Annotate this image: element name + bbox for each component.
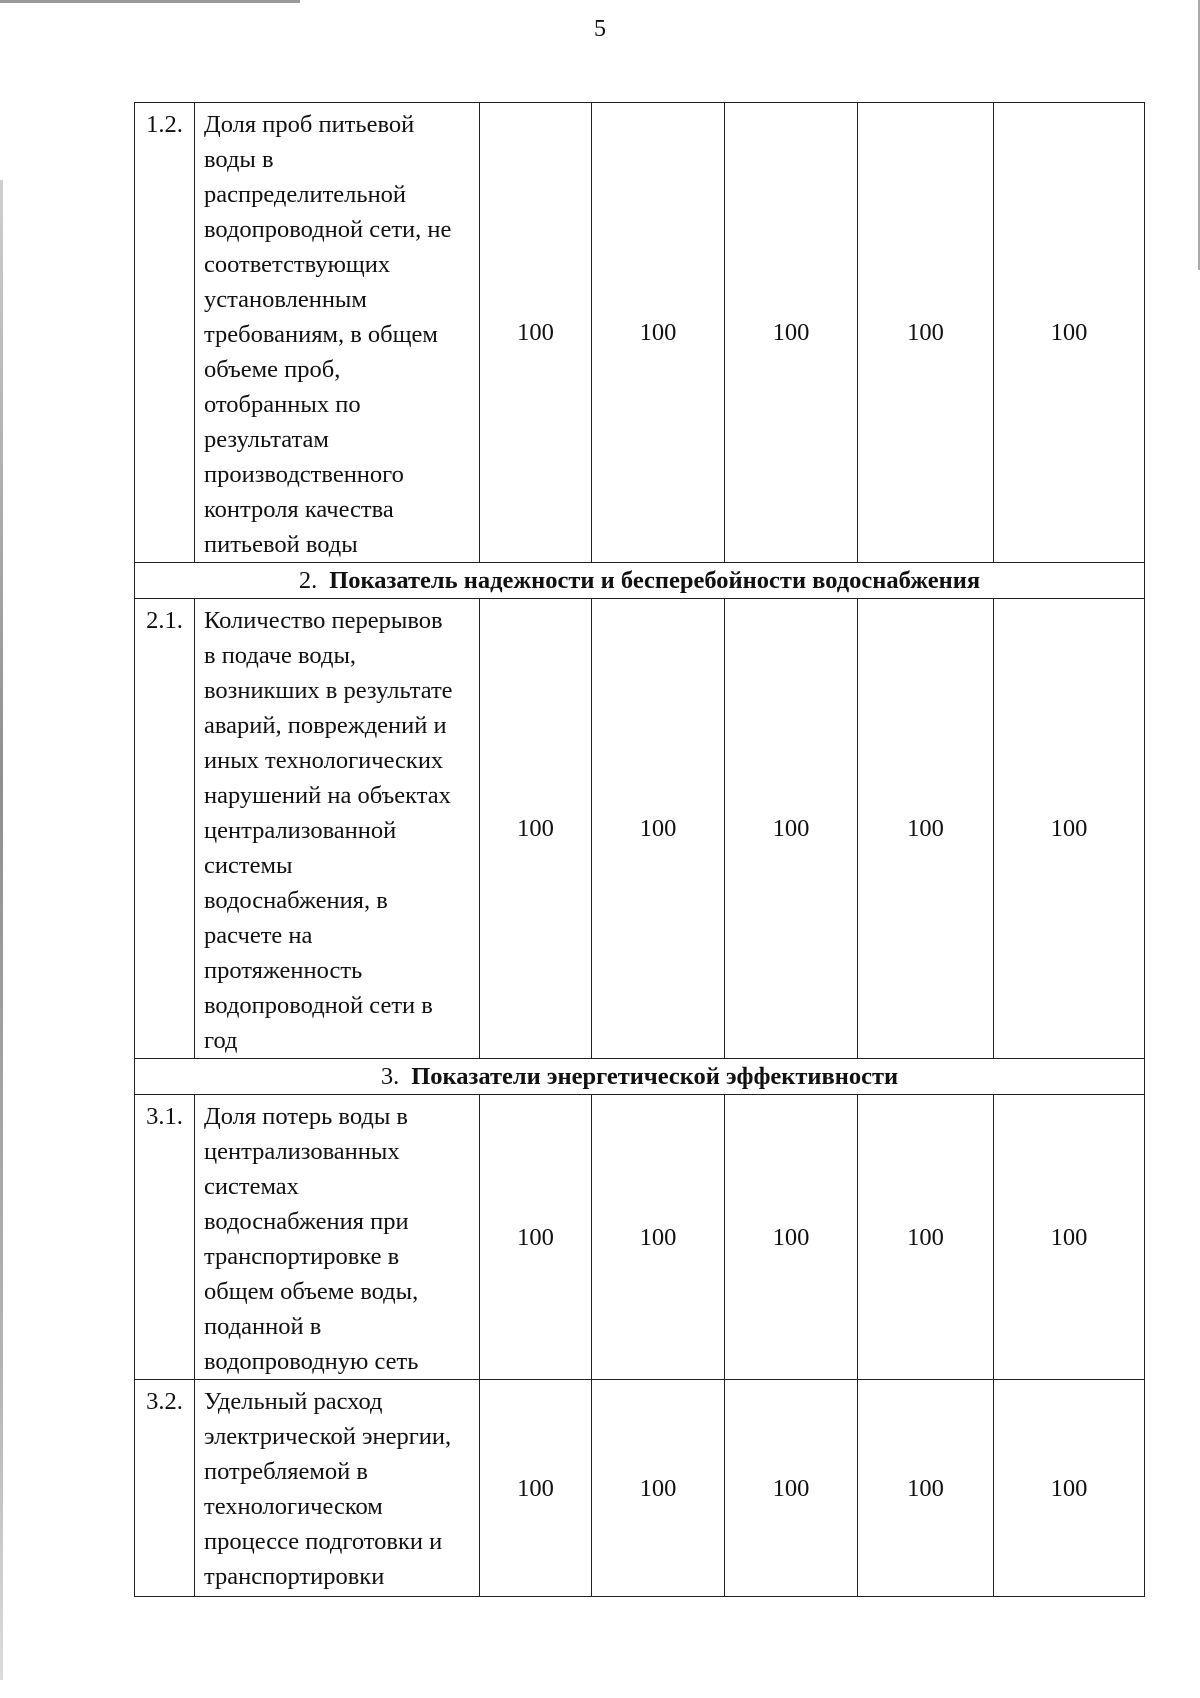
- section-header: [135, 1059, 1145, 1095]
- value-cell: 100: [725, 1095, 858, 1380]
- value-cell: 100: [592, 1380, 725, 1597]
- value-cell: 100: [725, 599, 858, 1059]
- table-row: [135, 103, 1145, 563]
- table-row: [135, 1095, 1145, 1380]
- value-cell: 100: [480, 1380, 592, 1597]
- table-row: [135, 599, 1145, 1059]
- indicator-name: Доля потерь воды в централизованных системах водоснабжения при транспортировке в общем объеме воды, поданной в водопроводную сеть: [195, 1095, 480, 1380]
- value-cell: 100: [592, 103, 725, 563]
- value-cell: 100: [480, 103, 592, 563]
- value-cell: 100: [994, 1380, 1145, 1597]
- indicators-table: [134, 102, 1145, 1597]
- value-cell: 100: [858, 1095, 994, 1380]
- value-cell: 100: [994, 599, 1145, 1059]
- row-number: 3.1.: [135, 1095, 195, 1380]
- value-cell: 100: [858, 599, 994, 1059]
- value-cell: 100: [725, 103, 858, 563]
- section-header: [135, 563, 1145, 599]
- scan-edge-top: [0, 0, 300, 3]
- row-number: 2.1.: [135, 599, 195, 1059]
- value-cell: 100: [725, 1380, 858, 1597]
- value-cell: 100: [480, 599, 592, 1059]
- row-number: 1.2.: [135, 103, 195, 563]
- value-cell: 100: [994, 1095, 1145, 1380]
- value-cell: 100: [592, 1095, 725, 1380]
- section-header-row: [135, 563, 1145, 599]
- value-cell: 100: [858, 103, 994, 563]
- indicator-name: Удельный расход электрической энергии, потребляемой в технологическом процессе подготовки и транспортировки: [195, 1380, 480, 1597]
- section-header-row: [135, 1059, 1145, 1095]
- value-cell: 100: [480, 1095, 592, 1380]
- indicator-name: Доля проб питьевой воды в распределительной водопроводной сети, не соответствующих установленным требованиям, в общем объеме проб, отобранных по результатам производственного контроля качества питьевой воды: [195, 103, 480, 563]
- section-title: Показатель надежности и бесперебойности водоснабжения: [329, 567, 981, 594]
- page-number: 5: [594, 16, 606, 42]
- value-cell: 100: [994, 103, 1145, 563]
- section-title: Показатели энергетической эффективности: [411, 1063, 899, 1090]
- value-cell: 100: [858, 1380, 994, 1597]
- indicator-name: Количество перерывов в подаче воды, возникших в результате аварий, повреждений и иных технологических нарушений на объектах централизованной системы водоснабжения, в расчете на протяженность водопроводной сети в год: [195, 599, 480, 1059]
- row-number: 3.2.: [135, 1380, 195, 1597]
- section-number: 2.: [298, 567, 318, 594]
- section-number: 3.: [380, 1063, 400, 1090]
- scan-edge-left: [0, 180, 3, 1680]
- value-cell: 100: [592, 599, 725, 1059]
- table-row: [135, 1380, 1145, 1597]
